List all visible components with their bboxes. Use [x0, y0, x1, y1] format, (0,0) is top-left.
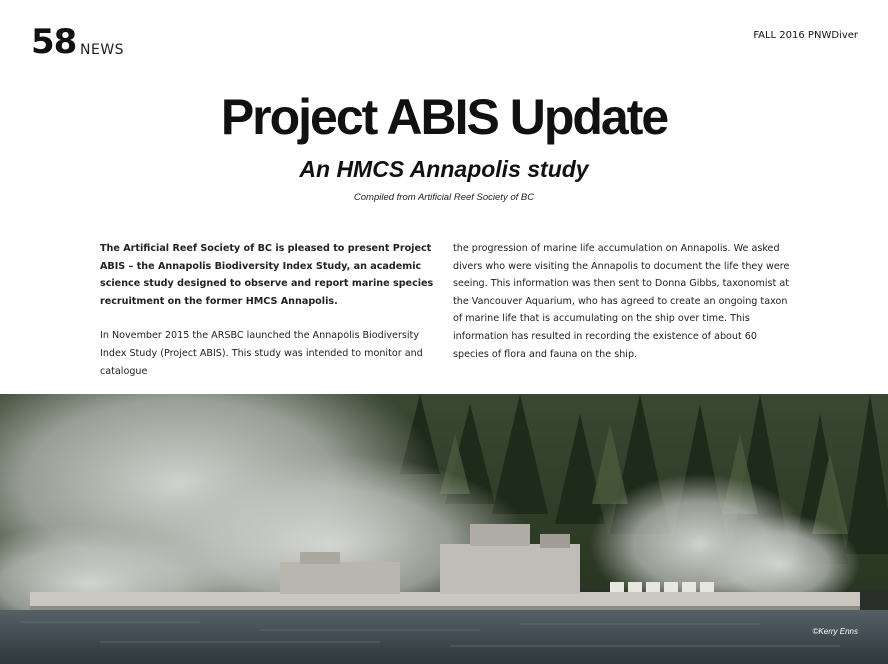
- page-number: 58: [31, 22, 77, 62]
- body-paragraph-2: the progression of marine life accumulation on Annapolis. We asked divers who were visiting the Annapolis to document the life they were seeing. This information was then sent to Donna Gibbs, taxonomist at the Vancouver Aquarium, who has agreed to create an ongoing taxon of marine life that is accumulating on the ship over time. This information has resulted in recording the existence of about 60 species of flora and fauna on the ship.: [453, 243, 790, 360]
- column-right: [453, 240, 791, 380]
- body-paragraph-1: In November 2015 the ARSBC launched the Annapolis Biodiversity Index Study (Project ABIS). This study was intended to monitor and catalogue: [100, 330, 423, 377]
- column-left: [100, 240, 438, 397]
- section-label: NEWS: [80, 42, 125, 58]
- issue-label: FALL 2016 PNWDiver: [753, 30, 858, 41]
- lead-paragraph: The Artificial Reef Society of BC is pleased to present Project ABIS – the Annapolis Biodiversity Index Study, an academic science study designed to observe and report marine species recruitment on the former HMCS Annapolis.: [100, 243, 434, 307]
- article-byline: Compiled from Artificial Reef Society of BC: [353, 192, 535, 203]
- article-photo: [0, 394, 888, 664]
- article-title: Project ABIS Update: [220, 89, 668, 145]
- article-subtitle: An HMCS Annapolis study: [299, 156, 589, 182]
- photo-credit: ©Kerry Enns: [812, 627, 858, 636]
- annapolis-photo-illustration: [0, 394, 888, 664]
